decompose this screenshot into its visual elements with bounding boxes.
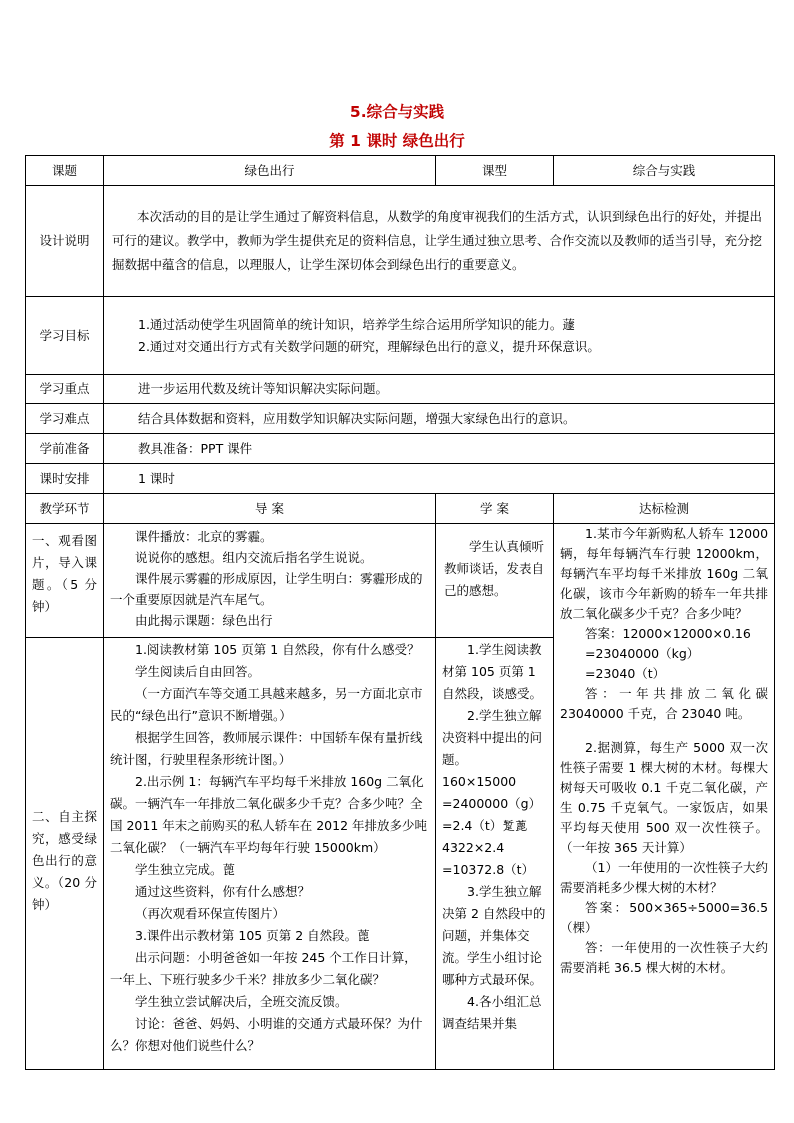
stage1-study: 学生认真倾听教师谈话，发表自己的感想。 <box>444 539 545 598</box>
goal-1: 1.通过活动使学生巩固简单的统计知识，培养学生综合运用所学知识的能力。蘧 <box>138 316 575 332</box>
stage2-study-1: 1.学生阅读教材第 105 页第 1 自然段，谈感受。 <box>442 642 543 701</box>
design-label: 设计说明 <box>26 186 104 297</box>
check-a2-1: 答案：500×365÷5000=36.5（棵） <box>560 900 769 935</box>
schedule-label: 课时安排 <box>26 464 104 494</box>
guide-header: 导 案 <box>104 494 436 524</box>
stage2-study-9: 4.各小组汇总调查结果并集 <box>442 994 542 1031</box>
stage2-guide-12: 讨论：爸爸、妈妈、小明谁的交通方式最环保？为什么？你想对他们说些什么？ <box>110 1016 423 1053</box>
stage2-guide-1: 1.阅读教材第 105 页第 1 自然段，你有什么感受？ <box>135 642 420 657</box>
focus-text: 进一步运用代数及统计等知识解决实际问题。 <box>104 375 775 404</box>
check-q1: 1.某市今年新购私人轿车 12000 辆，每年每辆汽车行驶 12000km，每辆汽车平均每千米排放 160g 二氧化碳，该市今年新购的轿车一年共排放二氧化碳多少千克？合多少吨？ <box>560 526 769 621</box>
topic-label: 课题 <box>26 156 104 186</box>
lesson-heading: 第 1 课时 绿色出行 <box>329 132 465 150</box>
stage1-guide-3: 课件展示雾霾的形成原因，让学生明白：雾霾形成的一个重要原因就是汽车尾气。 <box>110 571 423 607</box>
check-a1-4: 答：一年共排放二氧化碳 23040000 千克，合 23040 吨。 <box>560 686 769 721</box>
schedule-text: 1 课时 <box>104 464 775 494</box>
focus-label: 学习重点 <box>26 375 104 404</box>
stage2-guide-5: 2.出示例 1：每辆汽车平均每千米排放 160g 二氧化碳。一辆汽车一年排放二氧化碳多少千克？合多少吨？全国 2011 年末之前购买的私人轿车在 2012 年排放多少吨二氧化碳？（一辆汽车平均每年行驶 15000km） <box>110 774 428 855</box>
stage2-guide-7: 通过这些资料，你有什么感想？ <box>135 884 311 899</box>
stage2-study-6: 4322×2.4 <box>442 840 505 855</box>
prep-text: 教具准备：PPT 课件 <box>104 434 775 464</box>
design-text: 本次活动的目的是让学生通过了解资料信息，从数学的角度审视我们的生活方式，认识到绿色出行的好处，并提出可行的建议。教学中，教师为学生提供充足的资料信息，让学生通过独立思考、合作交流以及教师的适当引导，充分挖掘数据中蕴含的信息，以理服人，让学生深切体会到绿色出行的重要意义。 <box>112 209 763 272</box>
stage2-guide-4: 根据学生回答，教师展示课件：中国轿车保有量折线统计图，行驶里程条形统计图。） <box>110 730 423 767</box>
stage1-label: 一、观看图片，导入课题。（5 分钟） <box>26 524 104 638</box>
stage2-guide-6: 学生独立完成。蓖 <box>135 862 236 877</box>
difficulty-row <box>26 404 775 434</box>
stage2-study-2: 2.学生独立解决资料中提出的问题。 <box>442 708 543 767</box>
check-a1-3: =23040（t） <box>585 666 666 681</box>
stage1-guide-1: 课件播放：北京的雾霾。 <box>135 529 273 544</box>
goal-2: 2.通过对交通出行方式有关数学问题的研究，理解绿色出行的意义，提升环保意识。 <box>138 338 600 354</box>
topic-row <box>26 156 775 186</box>
check-a1-2: =23040000（kg） <box>585 646 700 661</box>
stage2-guide-11: 学生独立尝试解决后，全班交流反馈。 <box>135 994 348 1009</box>
stage2-study-7: =10372.8（t） <box>442 862 535 877</box>
lesson-plan-table <box>25 155 775 1070</box>
schedule-row <box>26 464 775 494</box>
stage1-guide-4: 由此揭示课题：绿色出行 <box>135 613 273 628</box>
unit-heading: 5.综合与实践 <box>349 103 445 121</box>
stage1-guide-2: 说说你的感想。组内交流后指名学生说说。 <box>135 550 373 565</box>
stage2-label: 二、自主探究，感受绿色出行的意义。（20 分钟） <box>26 638 104 1070</box>
stage2-guide-3: （一方面汽车等交通工具越来越多，另一方面北京市民的“绿色出行”意识不断增强。） <box>110 686 423 723</box>
difficulty-text: 结合具体数据和资料，应用数学知识解决实际问题，增强大家绿色出行的意识。 <box>104 404 775 434</box>
check-a2-2: 答：一年使用的一次性筷子大约需要消耗 36.5 棵大树的木材。 <box>560 940 769 975</box>
stage2-guide-10: 出示问题：小明爸爸如一年按 245 个工作日计算，一年上、下班行驶多少千米？排放多少二氧化碳？ <box>110 950 417 987</box>
prep-row <box>26 434 775 464</box>
stage2-guide-8: （再次观看环保宣传图片） <box>135 906 286 921</box>
process-header-row <box>26 494 775 524</box>
design-row <box>26 186 775 297</box>
goals-label: 学习目标 <box>26 297 104 375</box>
stage2-study-5: =2.4（t）𫏐蓖 <box>442 818 528 833</box>
difficulty-label: 学习难点 <box>26 404 104 434</box>
check-q2-1: （1）一年使用的一次性筷子大约需要消耗多少棵大树的木材？ <box>560 860 769 895</box>
study-header: 学 案 <box>436 494 554 524</box>
stage2-study-3: 160×15000 <box>442 774 517 789</box>
stage2-study-8: 3.学生独立解决第 2 自然段中的问题，并集体交流。学生小组讨论哪种方式最环保。 <box>442 884 546 987</box>
prep-label: 学前准备 <box>26 434 104 464</box>
topic-value: 绿色出行 <box>104 156 436 186</box>
type-label: 课型 <box>436 156 554 186</box>
stage2-guide-9: 3.课件出示教材第 105 页第 2 自然段。蓖 <box>135 928 370 943</box>
stage2-guide-2: 学生阅读后自由回答。 <box>135 664 261 679</box>
check-q2: 2.据测算，每生产 5000 双一次性筷子需要 1 棵大树的木材。每棵大树每天可吸收 0.1 千克二氧化碳，产生 0.75 千克氧气。一家饭店，如果平均每天使用 500 双一次性筷子。（一年按 365 天计算） <box>560 740 769 855</box>
check-a1-1: 答案：12000×12000×0.16 <box>585 626 751 641</box>
check-header: 达标检测 <box>554 494 775 524</box>
stage2-study-4: =2400000（g） <box>442 796 542 811</box>
focus-row <box>26 375 775 404</box>
stage1-row <box>26 524 775 638</box>
goals-row <box>26 297 775 375</box>
type-value: 综合与实践 <box>554 156 775 186</box>
stage-header: 教学环节 <box>26 494 104 524</box>
